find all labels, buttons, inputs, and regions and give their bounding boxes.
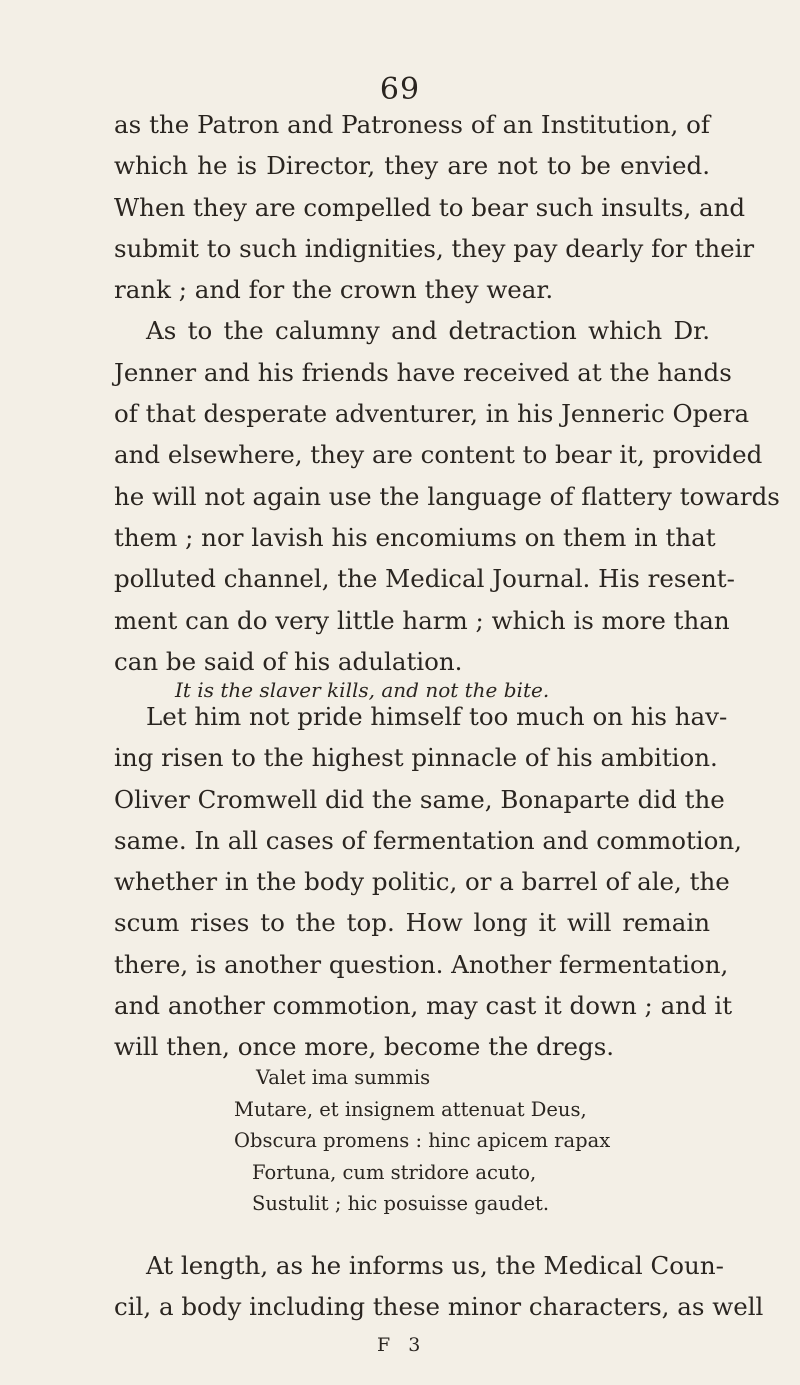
text-line: As to the calumny and detraction which Dr. [146, 316, 710, 346]
text-line: which he is Director, they are not to be envied. [114, 151, 710, 181]
text-line: When they are compelled to bear such insults, and [114, 192, 746, 222]
text-line: whether in the body politic, or a barrel of ale, the [114, 867, 730, 897]
text-line: submit to such indignities, they pay dearly for their [114, 233, 755, 263]
verse-line: Valet ima summis [256, 1066, 431, 1089]
text-line: cil, a body including these minor characters, as well [114, 1292, 764, 1322]
text-line: polluted channel, the Medical Journal. His resent- [114, 564, 735, 594]
text-line: them ; nor lavish his encomiums on them in that [114, 522, 716, 552]
signature-mark: F 3 [377, 1334, 427, 1356]
text-line: will then, once more, become the dregs. [114, 1032, 615, 1062]
paragraph-patron [114, 104, 780, 682]
text-line: can be said of his adulation. [114, 646, 463, 676]
text-line: same. In all cases of fermentation and commotion, [114, 825, 742, 855]
text-line: ing risen to the highest pinnacle of his ambition. [114, 743, 718, 773]
text-line: At length, as he informs us, the Medical Coun- [146, 1251, 724, 1280]
verse-line: Sustulit ; hic posuisse gaudet. [252, 1192, 550, 1215]
text-line: and another commotion, may cast it down ; and it [114, 991, 733, 1021]
text-line: there, is another question. Another fermentation, [114, 949, 729, 979]
text-line: of that desperate adventurer, in his Jenneric Opera [114, 399, 750, 429]
text-line: rank ; and for the crown they wear. [114, 275, 554, 305]
italic-quote: It is the slaver kills, and not the bite. [175, 678, 550, 702]
text-line: ment can do very little harm ; which is more than [114, 605, 730, 635]
latin-verse [234, 1062, 610, 1220]
page-number: 69 [379, 72, 421, 107]
verse-line: Mutare, et insignem attenuat Deus, [234, 1097, 587, 1121]
verse-line: Obscura promens : hinc apicem rapax [234, 1129, 611, 1152]
verse-line: Fortuna, cum stridore acuto, [252, 1160, 537, 1184]
paragraph-council [114, 1245, 764, 1328]
text-line: Oliver Cromwell did the same, Bonaparte did the [114, 784, 725, 814]
text-line: Jenner and his friends have received at the hands [114, 357, 732, 387]
text-line: he will not again use the language of flattery towards [114, 481, 780, 511]
paragraph-pride [114, 696, 742, 1068]
text-line: and elsewhere, they are content to bear it, provided [114, 440, 763, 470]
text-line: Let him not pride himself too much on his hav- [146, 702, 728, 731]
text-line: scum rises to the top. How long it will remain [114, 908, 710, 938]
text-line: as the Patron and Patroness of an Institution, of [114, 110, 710, 139]
